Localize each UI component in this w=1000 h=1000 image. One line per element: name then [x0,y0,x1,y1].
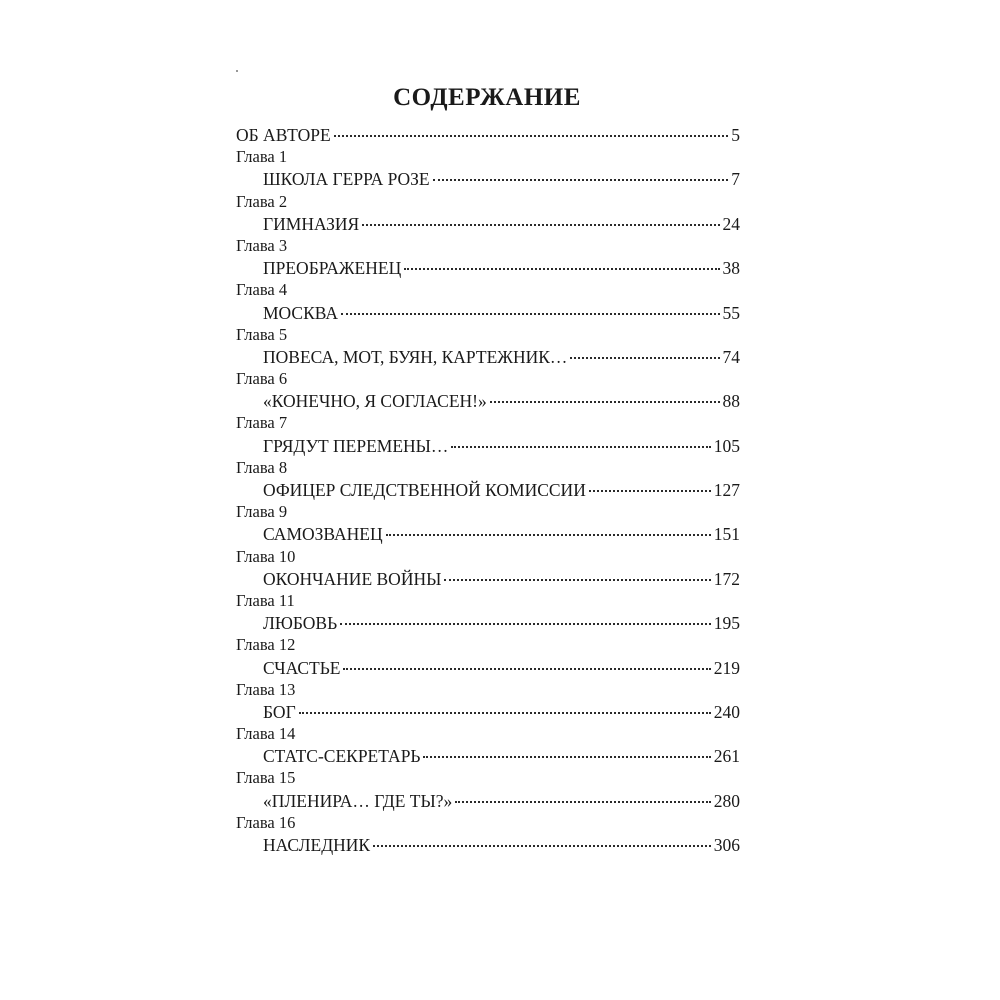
entry-title: СЧАСТЬЕ [263,657,341,678]
chapter-label-row [236,191,740,213]
entry-title: «ПЛЕНИРА… ГДЕ ТЫ?» [263,790,453,811]
entry-title: ПОВЕСА, МОТ, БУЯН, КАРТЕЖНИК… [263,346,568,367]
entry-title: ГРЯДУТ ПЕРЕМЕНЫ… [263,435,449,456]
dot-leader [423,756,710,758]
dot-leader [490,401,720,403]
page-number: 74 [722,346,740,367]
toc-entry-chapter[interactable] [236,790,740,812]
chapter-label: Глава 3 [236,235,288,255]
entry-title: МОСКВА [263,302,338,323]
chapter-label: Глава 12 [236,635,296,655]
page-number: 280 [713,790,740,811]
page-number: 151 [713,524,740,545]
dot-leader [386,534,711,536]
chapter-label: Глава 11 [236,590,295,610]
toc-entry-chapter[interactable] [236,701,740,723]
dot-leader [589,490,711,492]
dot-leader [455,801,710,803]
dot-leader [404,268,719,270]
toc-entry-chapter[interactable] [236,390,740,412]
entry-title: САМОЗВАНЕЦ [263,524,383,545]
page-number: 306 [713,835,740,855]
chapter-label: Глава 9 [236,502,288,522]
page-number: 219 [713,657,740,678]
chapter-label-row [236,457,740,479]
dot-leader [343,668,710,670]
page-number: 127 [713,480,740,500]
toc-entry-chapter[interactable] [236,523,740,545]
page-number: 7 [731,169,740,190]
entry-title: БОГ [263,701,296,722]
chapter-label: Глава 15 [236,768,296,788]
chapter-label: Глава 8 [236,457,288,477]
toc-entry-chapter[interactable] [236,657,740,679]
dot-leader [451,446,710,448]
entry-title: «КОНЕЧНО, Я СОГЛАСЕН!» [263,391,487,412]
chapter-label-row [236,634,740,656]
chapter-label-row [236,767,740,789]
dot-leader [299,712,711,714]
chapter-label-row [236,723,740,745]
chapter-label: Глава 10 [236,546,296,566]
toc-entry-chapter[interactable] [236,346,740,368]
chapter-label-row [236,501,740,523]
table-of-contents [236,124,740,856]
chapter-label-row [236,679,740,701]
toc-entry-chapter[interactable] [236,435,740,457]
chapter-label-row [236,412,740,434]
chapter-label-row [236,368,740,390]
entry-title: ОКОНЧАНИЕ ВОЙНЫ [263,568,442,589]
toc-entry-chapter[interactable] [236,834,740,856]
dot-leader [570,357,719,359]
page-number: 24 [722,213,740,234]
toc-entry-chapter[interactable] [236,568,740,590]
toc-entry-chapter[interactable] [236,302,740,324]
entry-title: НАСЛЕДНИК [263,835,371,855]
toc-title: СОДЕРЖАНИЕ [393,84,581,111]
chapter-label: Глава 1 [236,147,288,167]
entry-title: ШКОЛА ГЕРРА РОЗЕ [263,169,430,190]
chapter-label: Глава 6 [236,369,288,389]
page-number: 5 [731,125,740,145]
dot-leader [362,224,719,226]
chapter-label: Глава 2 [236,191,288,211]
toc-entry-chapter[interactable] [236,612,740,634]
chapter-label: Глава 16 [236,812,296,832]
dot-leader [444,579,710,581]
chapter-label: Глава 4 [236,280,288,300]
entry-title: СТАТС-СЕКРЕТАРЬ [263,746,421,767]
print-speck [236,70,238,72]
entry-title: ЛЮБОВЬ [263,613,338,634]
chapter-label-row [236,235,740,257]
dot-leader [341,313,720,315]
page-number: 240 [713,701,740,722]
chapter-label-row [236,546,740,568]
chapter-label-row [236,812,740,834]
chapter-label-row [236,324,740,346]
chapter-list [236,146,740,856]
entry-title: ОФИЦЕР СЛЕДСТВЕННОЙ КОМИССИИ [263,480,586,500]
dot-leader [340,623,711,625]
toc-entry-chapter[interactable] [236,213,740,235]
chapter-label-row [236,590,740,612]
dot-leader [433,179,729,181]
chapter-label: Глава 5 [236,324,288,344]
page-number: 172 [713,568,740,589]
entry-title: ПРЕОБРАЖЕНЕЦ [263,258,402,279]
page-number: 261 [713,746,740,767]
dot-leader [334,135,729,137]
entry-title: ГИМНАЗИЯ [263,213,360,234]
chapter-label: Глава 14 [236,724,296,744]
page-number: 55 [722,302,740,323]
chapter-label-row [236,146,740,168]
toc-entry-chapter[interactable] [236,168,740,190]
toc-entry-chapter[interactable] [236,257,740,279]
chapter-label-row [236,279,740,301]
chapter-label: Глава 13 [236,679,296,699]
entry-title: ОБ АВТОРЕ [236,125,331,145]
dot-leader [373,845,711,847]
toc-entry-intro[interactable] [236,124,740,146]
toc-entry-chapter[interactable] [236,745,740,767]
page-number: 38 [722,258,740,279]
chapter-label: Глава 7 [236,413,288,433]
toc-entry-chapter[interactable] [236,479,740,501]
page-number: 195 [713,613,740,634]
page-number: 105 [713,435,740,456]
page-number: 88 [722,391,740,412]
